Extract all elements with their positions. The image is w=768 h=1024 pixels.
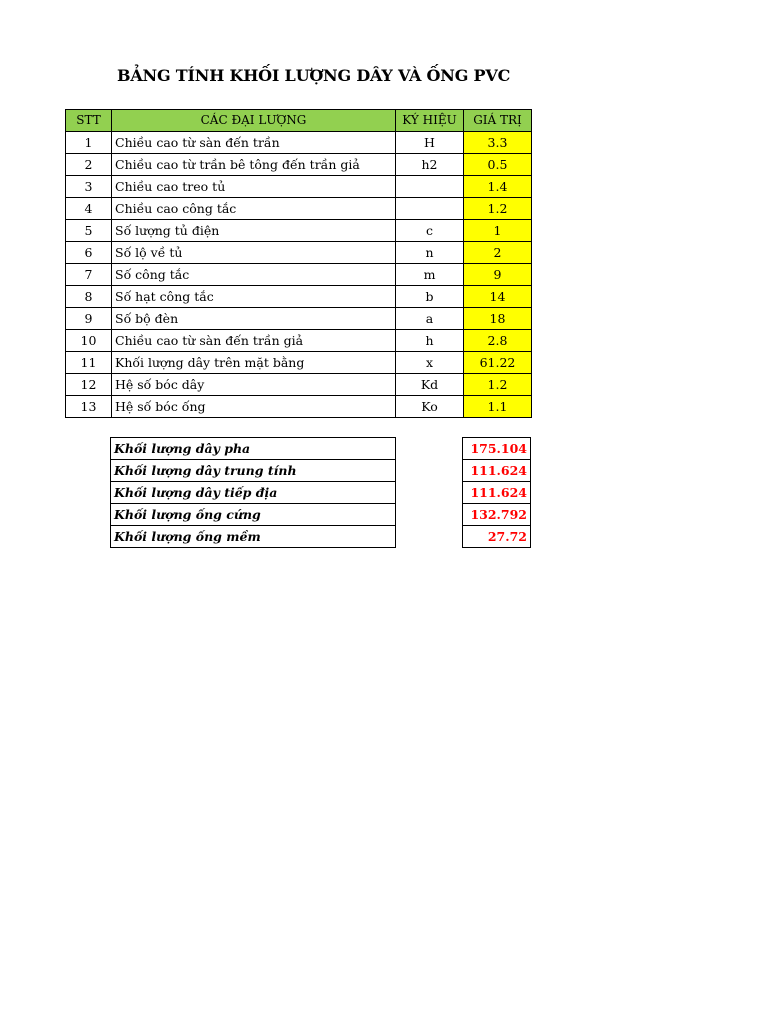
cell-stt: 10 (66, 330, 112, 352)
result-label: Khối lượng dây pha (111, 438, 396, 460)
cell-value: 18 (464, 308, 532, 330)
header-value: GIÁ TRỊ (464, 110, 532, 132)
cell-stt: 1 (66, 132, 112, 154)
cell-value: 3.3 (464, 132, 532, 154)
header-name: CÁC ĐẠI LƯỢNG (112, 110, 396, 132)
cell-value: 1.1 (464, 396, 532, 418)
table-row (66, 286, 532, 308)
cell-name: Số hạt công tắc (112, 286, 396, 308)
header-symbol: KÝ HIỆU (396, 110, 464, 132)
result-label: Khối lượng dây tiếp địa (111, 482, 396, 504)
cell-name: Chiều cao từ sàn đến trần (112, 132, 396, 154)
table-row (66, 396, 532, 418)
cell-name: Hệ số bóc ống (112, 396, 396, 418)
table-row (66, 154, 532, 176)
page-title: BẢNG TÍNH KHỐI LƯỢNG DÂY VÀ ỐNG PVC (117, 66, 511, 85)
result-value-row (463, 438, 531, 460)
cell-symbol: x (396, 352, 464, 374)
cell-symbol (396, 176, 464, 198)
result-row (111, 482, 396, 504)
result-value: 175.104 (463, 438, 531, 460)
header-stt: STT (66, 110, 112, 132)
result-value: 27.72 (463, 526, 531, 548)
cell-value: 2 (464, 242, 532, 264)
cell-name: Hệ số bóc dây (112, 374, 396, 396)
cell-value: 1.4 (464, 176, 532, 198)
cell-stt: 13 (66, 396, 112, 418)
cell-name: Số lượng tủ điện (112, 220, 396, 242)
cell-name: Số lộ về tủ (112, 242, 396, 264)
table-row (66, 330, 532, 352)
result-value: 132.792 (463, 504, 531, 526)
cell-name: Chiều cao công tắc (112, 198, 396, 220)
table-row (66, 220, 532, 242)
cell-stt: 12 (66, 374, 112, 396)
result-label: Khối lượng dây trung tính (111, 460, 396, 482)
table-row (66, 242, 532, 264)
cell-symbol: h2 (396, 154, 464, 176)
results-label-table (110, 437, 396, 548)
cell-stt: 9 (66, 308, 112, 330)
cell-stt: 8 (66, 286, 112, 308)
cell-symbol: a (396, 308, 464, 330)
result-label: Khối lượng ống mềm (111, 526, 396, 548)
cell-value: 1.2 (464, 374, 532, 396)
cell-symbol: Kd (396, 374, 464, 396)
result-value-row (463, 526, 531, 548)
cell-stt: 4 (66, 198, 112, 220)
parameters-table (65, 109, 532, 418)
cell-symbol: Ko (396, 396, 464, 418)
cell-symbol: m (396, 264, 464, 286)
cell-value: 61.22 (464, 352, 532, 374)
cell-symbol: b (396, 286, 464, 308)
cell-name: Khối lượng dây trên mặt bằng (112, 352, 396, 374)
cell-name: Số bộ đèn (112, 308, 396, 330)
result-row (111, 438, 396, 460)
result-value: 111.624 (463, 460, 531, 482)
result-row (111, 526, 396, 548)
cell-stt: 6 (66, 242, 112, 264)
cell-value: 9 (464, 264, 532, 286)
cell-stt: 7 (66, 264, 112, 286)
results-value-table (462, 437, 531, 548)
cell-symbol: H (396, 132, 464, 154)
table-row (66, 352, 532, 374)
cell-value: 1.2 (464, 198, 532, 220)
result-label: Khối lượng ống cứng (111, 504, 396, 526)
result-row (111, 504, 396, 526)
result-row (111, 460, 396, 482)
table-row (66, 264, 532, 286)
table-row (66, 176, 532, 198)
cell-name: Chiều cao treo tủ (112, 176, 396, 198)
cell-symbol (396, 198, 464, 220)
table-header-row (66, 110, 532, 132)
cell-name: Số công tắc (112, 264, 396, 286)
cell-value: 14 (464, 286, 532, 308)
table-row (66, 308, 532, 330)
cell-value: 0.5 (464, 154, 532, 176)
cell-stt: 3 (66, 176, 112, 198)
result-value: 111.624 (463, 482, 531, 504)
cell-value: 2.8 (464, 330, 532, 352)
cell-stt: 11 (66, 352, 112, 374)
cell-name: Chiều cao từ sàn đến trần giả (112, 330, 396, 352)
table-row (66, 132, 532, 154)
result-value-row (463, 482, 531, 504)
table-row (66, 374, 532, 396)
cell-symbol: n (396, 242, 464, 264)
cell-symbol: c (396, 220, 464, 242)
result-value-row (463, 504, 531, 526)
table-row (66, 198, 532, 220)
result-value-row (463, 460, 531, 482)
cell-stt: 5 (66, 220, 112, 242)
cell-stt: 2 (66, 154, 112, 176)
cell-value: 1 (464, 220, 532, 242)
cell-name: Chiều cao từ trần bê tông đến trần giả (112, 154, 396, 176)
cell-symbol: h (396, 330, 464, 352)
